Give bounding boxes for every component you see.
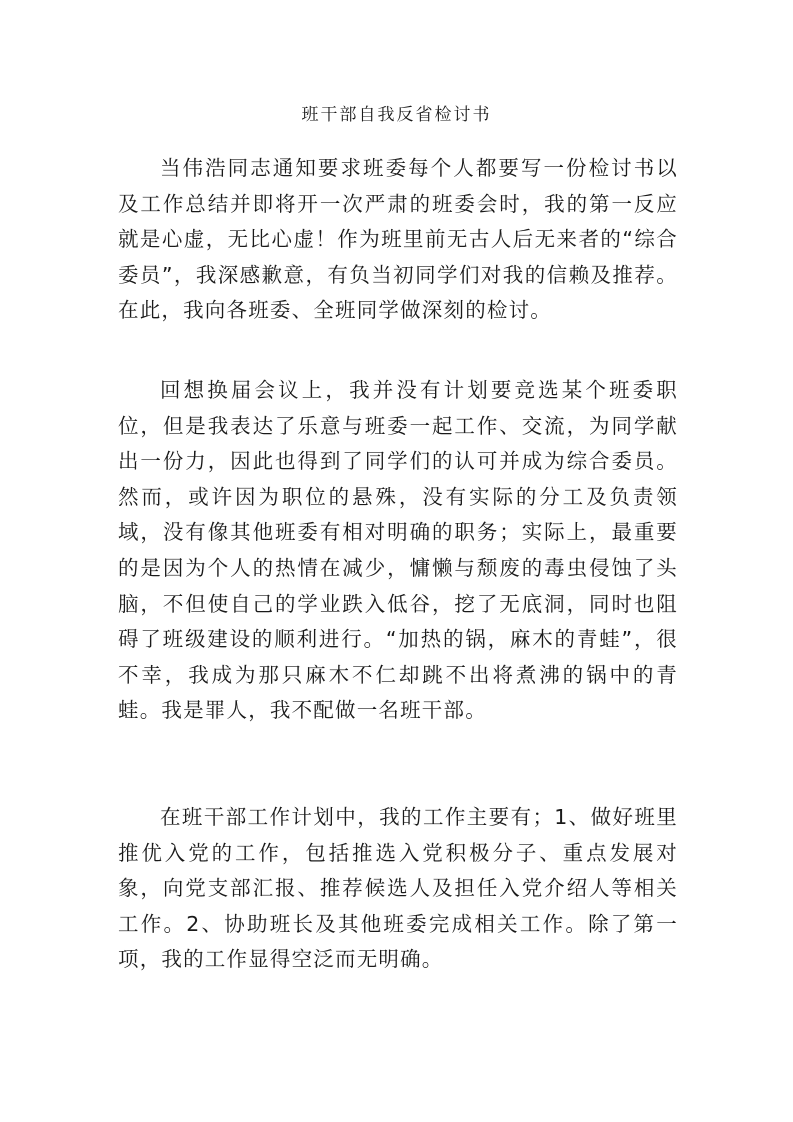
paragraph-duties: 在班干部工作计划中，我的工作主要有；1、做好班里推优入党的工作，包括推选入党积极分子、重点发展对象，向党支部汇报、推荐候选人及担任入党介绍人等相关工作。2、协助班长及其他班委完成相关工作。除了第一项，我的工作显得空泛而无明确。 xyxy=(118,805,678,972)
document-title: 班干部自我反省检讨书 xyxy=(301,105,492,125)
paragraph-reflection: 回想换届会议上，我并没有计划要竞选某个班委职位，但是我表达了乐意与班委一起工作、交流，为同学献出一份力，因此也得到了同学们的认可并成为综合委员。然而，或许因为职位的悬殊，没有实际的分工及负责领域，没有像其他班委有相对明确的职务；实际上，最重要的是因为个人的热情在减少，慵懒与颓废的毒虫侵蚀了头脑，不但使自己的学业跌入低谷，挖了无底洞，同时也阻碍了班级建设的顺利进行。“加热的锅，麻木的青蛙”，很不幸，我成为那只麻木不仁却跳不出将煮沸的锅中的青蛙。我是罪人，我不配做一名班干部。 xyxy=(118,378,678,723)
paragraph-intro: 当伟浩同志通知要求班委每个人都要写一份检讨书以及工作总结并即将开一次严肃的班委会时，我的第一反应就是心虚，无比心虚！作为班里前无古人后无来者的“综合委员”，我深感歉意，有负当初同学们对我的信赖及推荐。在此，我向各班委、全班同学做深刻的检讨。 xyxy=(118,156,678,323)
